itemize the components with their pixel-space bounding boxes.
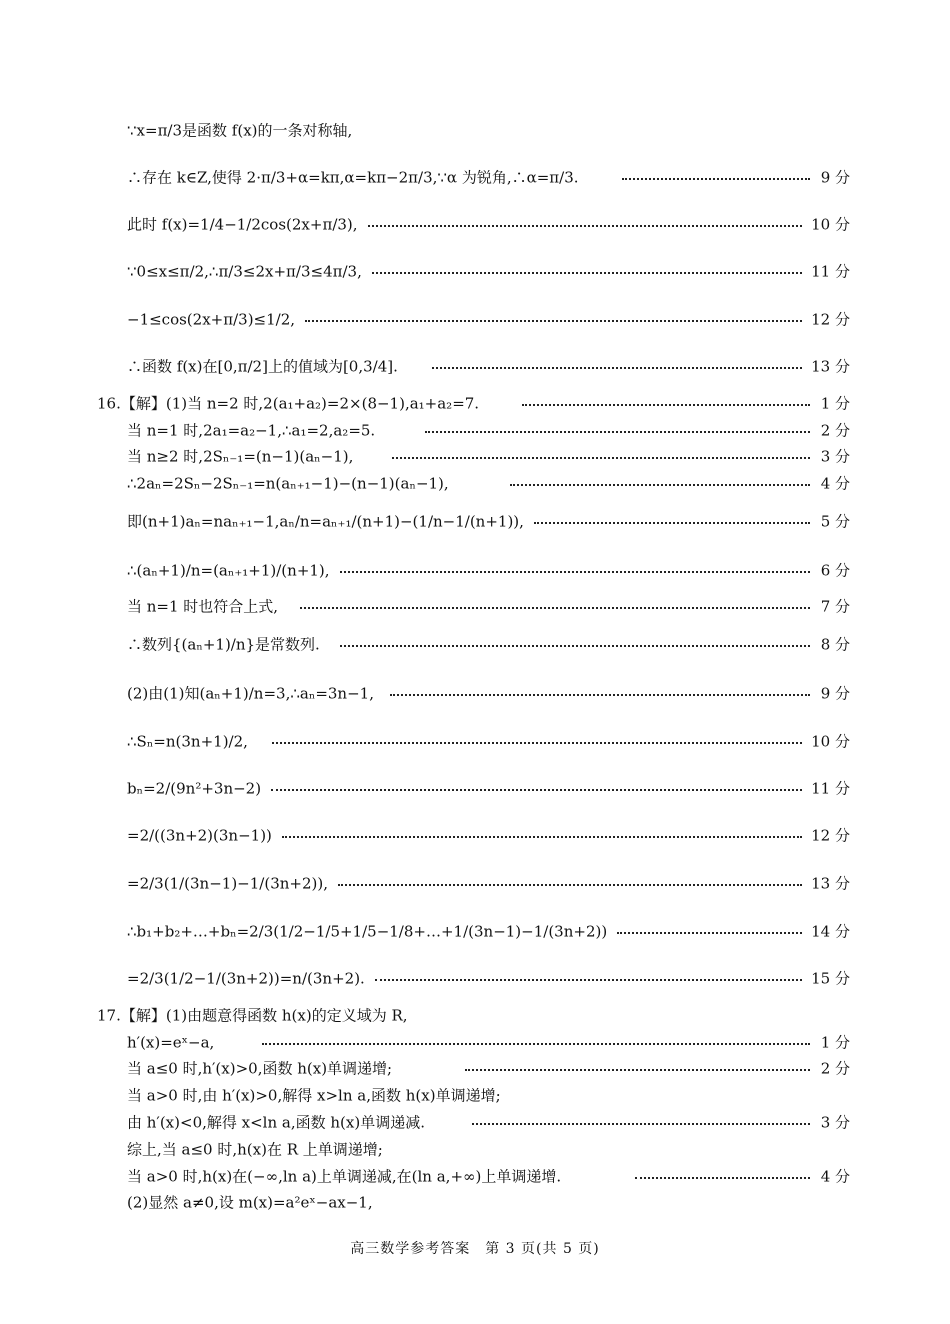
statement: ∴函数 f(x)在[0,π/2]上的值域为[0,3/4]. [127,357,398,376]
score: 2 分 [820,421,850,440]
dot-leader [510,484,810,486]
page-footer: 高三数学参考答案 第 3 页(共 5 页) [350,1241,600,1257]
score: 13 分 [811,874,850,893]
statement: 当 a≤0 时,h′(x)>0,函数 h(x)单调递增; [127,1059,393,1078]
statement: 当 a>0 时,由 h′(x)>0,解得 x>ln a,函数 h(x)单调递增; [127,1086,501,1105]
dot-leader [465,1069,810,1071]
score: 14 分 [811,922,850,941]
statement: ∵0≤x≤π/2,∴π/3≤2x+π/3≤4π/3, [127,262,362,281]
dot-leader [305,320,802,322]
dot-leader [472,1123,810,1125]
statement: 当 a>0 时,h(x)在(−∞,ln a)上单调递减,在(ln a,+∞)上单调递增. [127,1167,562,1186]
statement: ∴2aₙ=2Sₙ−2Sₙ₋₁=n(aₙ₊₁−1)−(n−1)(aₙ−1), [127,474,449,493]
dot-leader [390,694,810,696]
statement: ∴存在 k∈Z,使得 2·π/3+α=kπ,α=kπ−2π/3,∵α 为锐角,∴α=π/3. [127,168,579,187]
statement: 由 h′(x)<0,解得 x<ln a,函数 h(x)单调递减. [127,1113,425,1132]
score: 4 分 [820,1167,850,1186]
score: 7 分 [820,597,850,616]
score: 12 分 [811,310,850,329]
score: 13 分 [811,357,850,376]
dot-leader [522,404,810,406]
dot-leader [622,178,810,180]
dot-leader [340,645,810,647]
dot-leader [534,522,810,524]
statement: =2/((3n+2)(3n−1)) [127,826,272,845]
dot-leader [272,742,802,744]
dot-leader [300,607,810,609]
score: 9 分 [820,684,850,703]
score: 9 分 [820,168,850,187]
score: 10 分 [811,215,850,234]
score: 6 分 [820,561,850,580]
score: 15 分 [811,969,850,988]
statement: ∴(aₙ+1)/n=(aₙ₊₁+1)/(n+1), [127,561,330,580]
score: 10 分 [811,732,850,751]
statement: ∵x=π/3是函数 f(x)的一条对称轴, [127,121,353,140]
statement: ∴Sₙ=n(3n+1)/2, [127,732,248,751]
statement: 即(n+1)aₙ=naₙ₊₁−1,aₙ/n=aₙ₊₁/(n+1)−(1/n−1/(n+1)), [127,512,524,531]
statement: h′(x)=eˣ−a, [127,1033,215,1052]
statement: (2)由(1)知(aₙ+1)/n=3,∴aₙ=3n−1, [127,684,374,703]
statement: =2/3(1/(3n−1)−1/(3n+2)), [127,874,328,893]
statement: 综上,当 a≤0 时,h(x)在 R 上单调递增; [127,1140,383,1159]
dot-leader [425,431,810,433]
dot-leader [338,884,802,886]
dot-leader [282,836,802,838]
score: 1 分 [820,1033,850,1052]
dot-leader [372,272,802,274]
dot-leader [262,1043,810,1045]
dot-leader [432,367,802,369]
score: 12 分 [811,826,850,845]
statement: 当 n=1 时,2a₁=a₂−1,∴a₁=2,a₂=5. [127,421,376,440]
dot-leader [340,571,810,573]
statement: 17.【解】(1)由题意得函数 h(x)的定义域为 R, [97,1006,408,1025]
statement: ∴数列{(aₙ+1)/n}是常数列. [127,635,320,654]
statement: 16.【解】(1)当 n=2 时,2(a₁+a₂)=2×(8−1),a₁+a₂=7. [97,394,480,413]
score: 2 分 [820,1059,850,1078]
dot-leader [271,789,802,791]
score: 5 分 [820,512,850,531]
dot-leader [617,932,802,934]
score: 3 分 [820,447,850,466]
statement: 当 n=1 时也符合上式, [127,597,279,616]
statement: 此时 f(x)=1/4−1/2cos(2x+π/3), [127,215,358,234]
score: 4 分 [820,474,850,493]
statement: ∴b₁+b₂+…+bₙ=2/3(1/2−1/5+1/5−1/8+…+1/(3n−1)−1/(3n+2)) [127,922,608,941]
statement: 当 n≥2 时,2Sₙ₋₁=(n−1)(aₙ−1), [127,447,354,466]
dot-leader [368,225,802,227]
dot-leader [392,457,810,459]
score: 11 分 [811,779,850,798]
score: 3 分 [820,1113,850,1132]
dot-leader [375,979,802,981]
statement: −1≤cos(2x+π/3)≤1/2, [127,310,296,329]
statement: =2/3(1/2−1/(3n+2))=n/(3n+2). [127,969,365,988]
score: 1 分 [820,394,850,413]
score: 11 分 [811,262,850,281]
dot-leader [635,1177,810,1179]
statement: bₙ=2/(9n²+3n−2) [127,779,262,798]
score: 8 分 [820,635,850,654]
statement: (2)显然 a≠0,设 m(x)=a²eˣ−ax−1, [127,1193,373,1212]
